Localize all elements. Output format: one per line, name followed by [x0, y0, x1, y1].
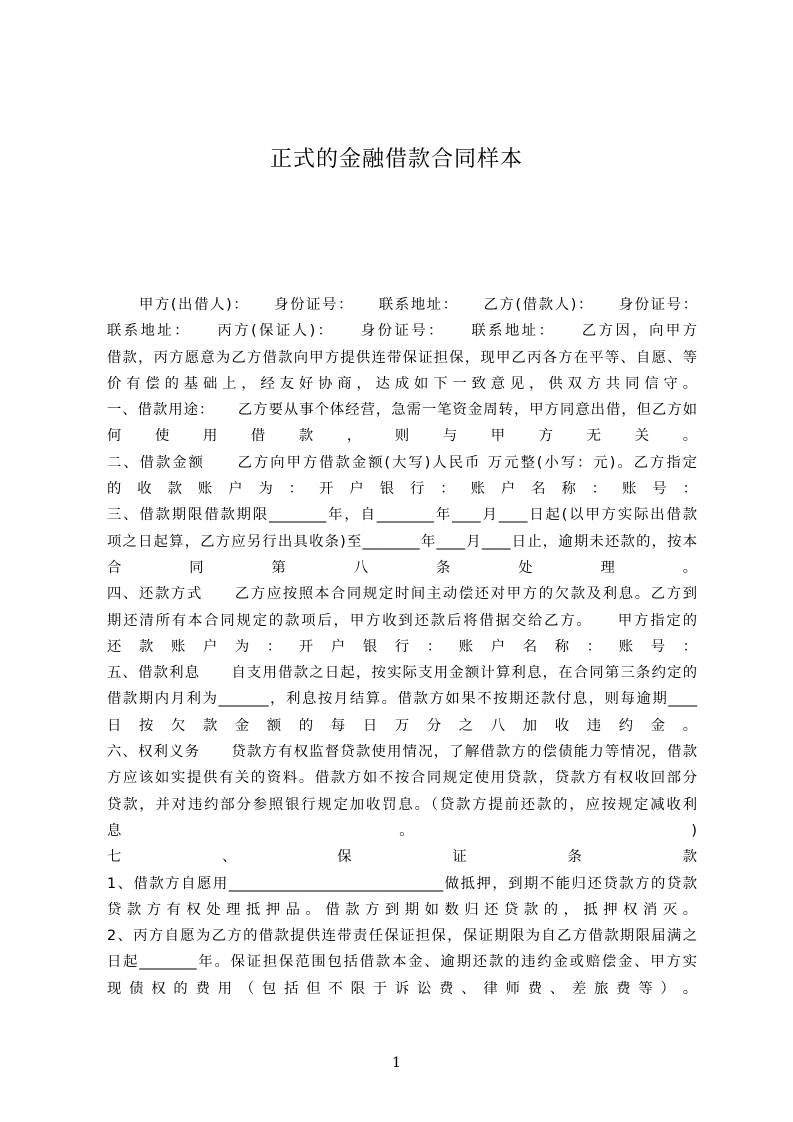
text-line: 甲方(出借人)： 身份证号： 联系地址： 乙方(借款人)： 身份证号： — [107, 297, 697, 313]
text-line: 五、借款利息 自支用借款之日起，按实际支用金额计算利息，在合同第三条约定的 — [107, 665, 697, 682]
text-line: 息 。 ) — [107, 822, 697, 839]
text-line: 贷款，并对违约部分参照银行规定加收罚息。（贷款方提前还款的，应按规定减收利 — [107, 796, 697, 813]
text-line: 四、还款方式 乙方应按照本合同规定时间主动偿还对甲方的欠款及利息。乙方到 — [107, 586, 697, 603]
text-line: 借款，丙方愿意为乙方借款向甲方提供连带保证担保，现甲乙丙各方在平等、自愿、等 — [107, 349, 697, 366]
document-title: 正式的金融借款合同样本 — [269, 147, 523, 172]
text-line: 2、丙方自愿为乙方的借款提供连带责任保证担保，保证期限为自乙方借款期限届满之 — [107, 928, 697, 945]
text-line: 六、权利义务 贷款方有权监督贷款使用情况，了解借款方的偿债能力等情况，借款 — [107, 744, 697, 761]
text-line: 一、借款用途： 乙方要从事个体经营，急需一笔资金周转，甲方同意出借，但乙方如 — [107, 402, 697, 419]
text-line: 的 收 款 账 户 为 ： 开 户 银 行 ： 账 户 名 称 ： 账 号 ： — [107, 481, 697, 498]
text-line: 还 款 账 户 为 ： 开 户 银 行 ： 账 户 名 称 ： 账 号 ： — [107, 638, 697, 655]
text-line: 1、借款方自愿用______________________________做抵押，到期不能归还贷款方的贷款 — [107, 875, 697, 892]
contract-body — [107, 292, 697, 1002]
text-line: 现 债 权 的 费 用 （ 包 括 但 不 限 于 诉 讼 费 、 律 师 费 、 差 旅 费 等 ） 。 — [107, 980, 697, 997]
text-line: 借款期内月利为_______，利息按月结算。借款方如果不按期还款付息，则每逾期____ — [107, 691, 697, 708]
text-line: 价 有 偿 的 基 础 上 ， 经 友 好 协 商 ， 达 成 如 下 一 致 意 见 ， 供 双 方 共 同 信 守 。 — [107, 375, 697, 392]
text-line: 方应该如实提供有关的资料。借款方如不按合同规定使用贷款，贷款方有权收回部分 — [107, 770, 697, 787]
text-line: 二、借款金额 乙方向甲方借款金额(大写)人民币 万元整(小写：元)。乙方指定 — [107, 454, 697, 471]
text-line: 日 按 欠 款 金 额 的 每 日 万 分 之 八 加 收 违 约 金 。 — [107, 717, 697, 734]
text-line: 联系地址： 丙方(保证人)： 身份证号： 联系地址： 乙方因，向甲方 — [107, 323, 697, 340]
page-number: 1 — [392, 1055, 401, 1071]
text-line: 合 同 第 八 条 处 理 。 — [107, 559, 697, 576]
text-line: 三、借款期限借款期限________年，自________年____月____日起(以甲方实际出借款 — [107, 507, 697, 524]
text-line: 贷 款 方 有 权 处 理 抵 押 品 。 借 款 方 到 期 如 数 归 还 贷 款 的 ， 抵 押 权 消 灭 。 — [107, 901, 697, 918]
text-line: 日起________年。保证担保范围包括借款本金、逾期还款的违约金或赔偿金、甲方实 — [107, 954, 697, 971]
text-line: 七 、 保 证 条 款 — [107, 849, 697, 866]
text-line: 何 使 用 借 款 ， 则 与 甲 方 无 关 。 — [107, 428, 697, 445]
text-line: 项之日起算，乙方应另行出具收条)至________年____月____日止，逾期未还款的，按本 — [107, 533, 697, 550]
text-line: 期还清所有本合同规定的款项后，甲方收到还款后将借据交给乙方。 甲方指定的 — [107, 612, 697, 629]
